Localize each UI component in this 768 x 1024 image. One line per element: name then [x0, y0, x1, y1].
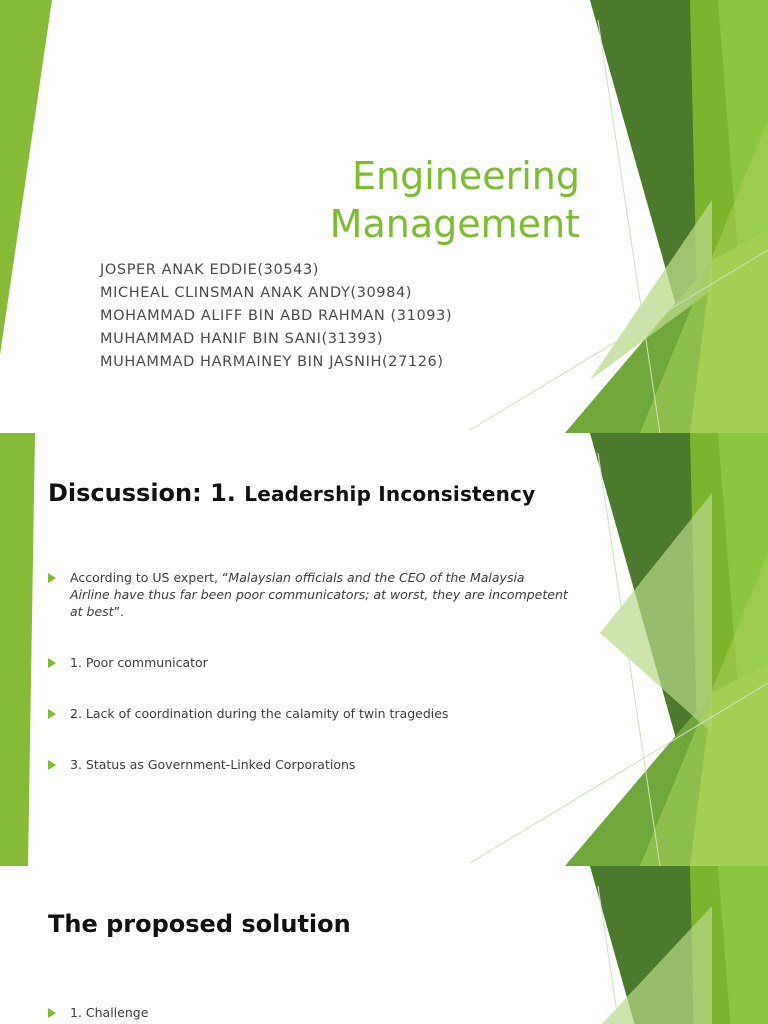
bullet-text: According to US expert, “ [70, 570, 229, 585]
bullet-arrow-icon [48, 760, 56, 770]
bullet-item [48, 654, 568, 671]
bullet-item [48, 1004, 148, 1021]
heading-prefix: Discussion: 1. [48, 479, 236, 507]
title-line-2: Management [329, 202, 580, 246]
bullet-text: 3. Status as Government-Linked Corporations [70, 757, 356, 772]
title-slide [0, 0, 768, 433]
bullet-arrow-icon [48, 573, 56, 583]
bullet-arrow-icon [48, 658, 56, 668]
bullet-item [48, 756, 568, 773]
bullet-arrow-icon [48, 709, 56, 719]
bullet-item [48, 569, 568, 620]
bullet-text: 2. Lack of coordination during the calamity of twin tragedies [70, 706, 449, 721]
solution-slide [0, 866, 768, 1024]
discussion-bullets [48, 569, 568, 773]
author-item: MUHAMMAD HANIF BIN SANI(31393) [100, 331, 384, 347]
discussion-slide [0, 433, 768, 866]
bullet-text: 1. Challenge [70, 1005, 149, 1020]
presentation-title [320, 152, 580, 248]
bullet-suffix: ”. [113, 604, 125, 619]
author-list [100, 259, 452, 374]
quote-text: Malaysian officials and the CEO of the Malaysia Airline have thus far been poor communicators; at worst, they are incompetent at best [70, 570, 568, 619]
author-item: MICHEAL CLINSMAN ANAK ANDY(30984) [100, 285, 413, 301]
author-item: JOSPER ANAK EDDIE(30543) [100, 262, 320, 278]
bullet-arrow-icon [48, 1008, 56, 1018]
author-item: MUHAMMAD HARMAINEY BIN JASNIH(27126) [100, 354, 444, 370]
author-item: MOHAMMAD ALIFF BIN ABD RAHMAN (31093) [100, 308, 453, 324]
green-facet-decoration [0, 866, 768, 1024]
heading-topic: Leadership Inconsistency [244, 482, 536, 506]
bullet-item [48, 705, 568, 722]
slide-heading: The proposed solution [48, 910, 351, 938]
slide-heading [48, 479, 535, 507]
solution-bullets [48, 1004, 148, 1021]
bullet-text: 1. Poor communicator [70, 655, 208, 670]
title-line-1: Engineering [352, 154, 580, 198]
